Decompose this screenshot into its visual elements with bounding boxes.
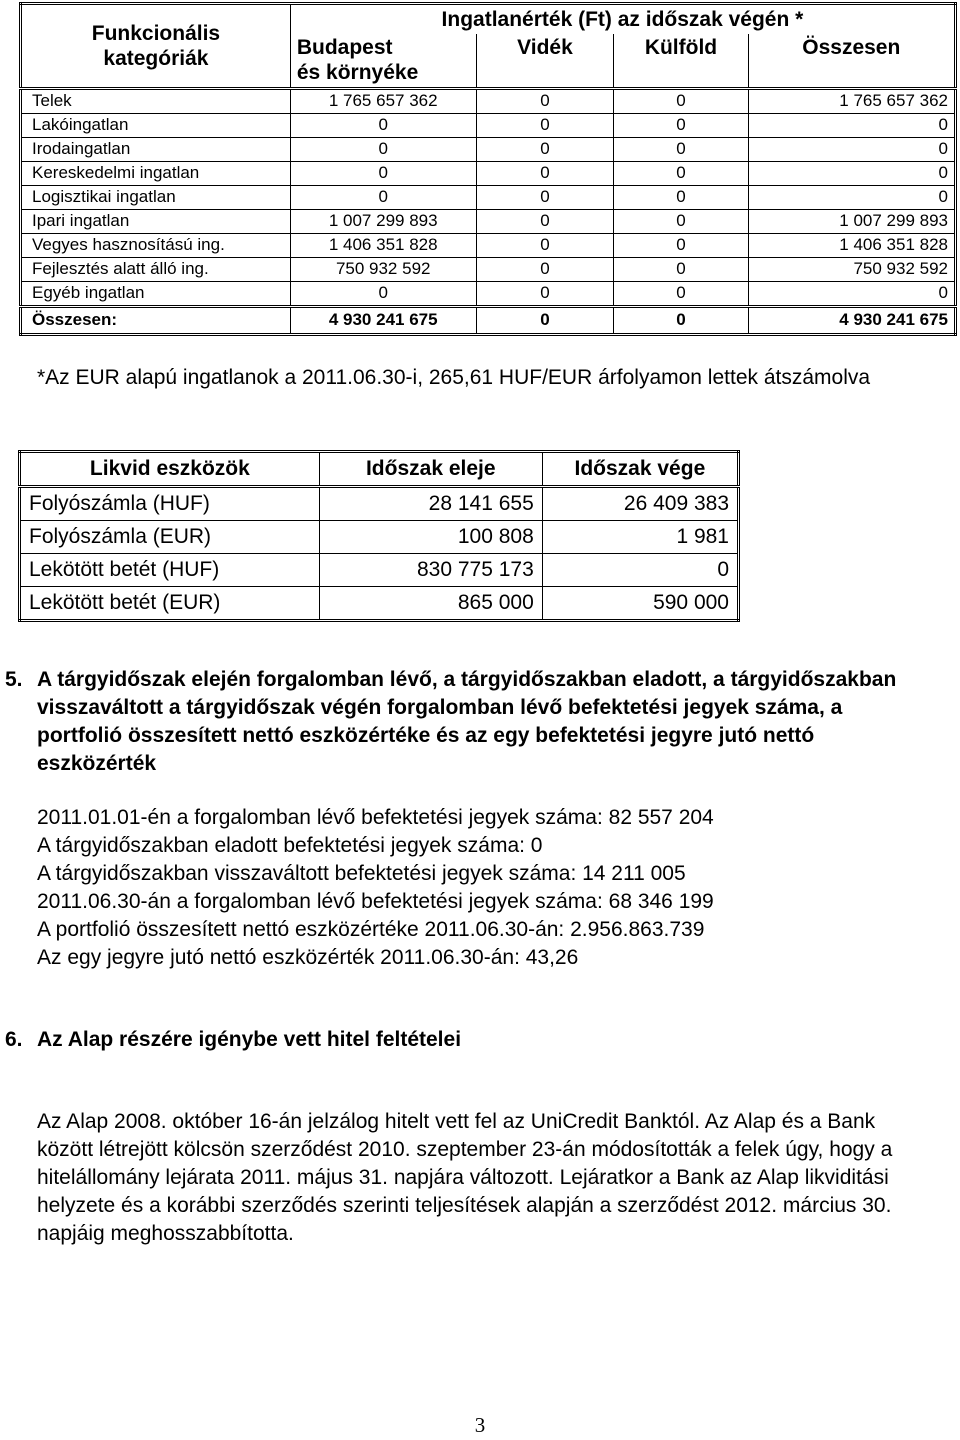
table-row	[21, 138, 956, 162]
row-label: Logisztikai ingatlan	[21, 186, 291, 210]
table-row	[20, 587, 739, 621]
value-cell: 100 808	[319, 521, 542, 554]
table-row	[21, 210, 956, 234]
value-cell: 4 930 241 675	[748, 307, 955, 335]
row-label: Ipari ingatlan	[21, 210, 291, 234]
section-5-line: A tárgyidőszakban visszaváltott befektetési jegyek száma: 14 211 005	[37, 862, 686, 885]
section-6-number: 6.	[5, 1028, 23, 1051]
section-6-title: Az Alap részére igénybe vett hitel feltételei	[37, 1028, 462, 1051]
value-cell: 865 000	[319, 587, 542, 621]
category-header-line2: kategóriák	[103, 46, 209, 70]
budapest-header	[290, 34, 476, 89]
row-label: Lakóingatlan	[21, 114, 291, 138]
section-5-line: Az egy jegyre jutó nettó eszközérték 2011.06.30-án: 43,26	[37, 946, 579, 969]
table-row	[21, 89, 956, 114]
row-label: Lekötött betét (EUR)	[20, 587, 320, 621]
value-group-header: Ingatlanérték (Ft) az időszak végén *	[290, 4, 955, 35]
value-cell: 0	[476, 162, 614, 186]
videk-header: Vidék	[476, 34, 614, 89]
real-estate-value-table	[19, 2, 957, 336]
value-cell: 28 141 655	[319, 487, 542, 521]
row-label: Összesen:	[21, 307, 291, 335]
table-row	[20, 521, 739, 554]
value-cell: 0	[748, 186, 955, 210]
table-row	[21, 307, 956, 335]
budapest-header-line2: és környéke	[296, 61, 419, 84]
liquid-assets-table	[18, 450, 740, 622]
row-label: Egyéb ingatlan	[21, 282, 291, 307]
value-cell: 750 932 592	[290, 258, 476, 282]
value-cell: 0	[290, 138, 476, 162]
value-cell: 590 000	[542, 587, 738, 621]
value-cell: 0	[476, 307, 614, 335]
value-cell: 4 930 241 675	[290, 307, 476, 335]
liquid-assets-header: Likvid eszközök	[20, 452, 320, 487]
value-cell: 0	[614, 307, 748, 335]
table-row	[20, 487, 739, 521]
kulfold-header: Külföld	[614, 34, 748, 89]
section-5-line: A tárgyidőszakban eladott befektetési jegyek száma: 0	[37, 834, 543, 857]
row-label: Folyószámla (HUF)	[20, 487, 320, 521]
value-cell: 0	[476, 258, 614, 282]
real-estate-table-body	[21, 89, 956, 335]
table-row	[21, 258, 956, 282]
row-label: Fejlesztés alatt álló ing.	[21, 258, 291, 282]
section-5-body	[37, 804, 917, 972]
row-label: Lekötött betét (HUF)	[20, 554, 320, 587]
value-cell: 0	[614, 258, 748, 282]
value-cell: 0	[290, 162, 476, 186]
row-label: Telek	[21, 89, 291, 114]
category-header-line1: Funkcionális	[91, 21, 221, 45]
value-cell: 0	[290, 114, 476, 138]
row-label: Kereskedelmi ingatlan	[21, 162, 291, 186]
value-cell: 0	[748, 282, 955, 307]
value-cell: 0	[614, 210, 748, 234]
section-5-line: A portfolió összesített nettó eszközértéke 2011.06.30-án: 2.956.863.739	[37, 918, 705, 941]
table-row	[21, 234, 956, 258]
page-number: 3	[474, 1413, 486, 1437]
row-label: Folyószámla (EUR)	[20, 521, 320, 554]
section-5-title: A tárgyidőszak elején forgalomban lévő, a tárgyidőszakban eladott, a tárgyidőszakban visszaváltott a tárgyidőszak végén forgalomban lévő befektetési jegyek száma, a portfolió összesített nettó eszközértéke és az egy befektetési jegyre jutó nettó eszközérték	[37, 668, 897, 775]
row-label: Vegyes hasznosítású ing.	[21, 234, 291, 258]
value-cell: 1 981	[542, 521, 738, 554]
liquid-assets-table-body	[20, 487, 739, 621]
value-cell: 0	[614, 114, 748, 138]
value-cell: 830 775 173	[319, 554, 542, 587]
value-cell: 0	[476, 89, 614, 114]
value-cell: 0	[476, 234, 614, 258]
table-row	[21, 186, 956, 210]
osszesen-header: Összesen	[748, 34, 955, 89]
value-cell: 0	[748, 138, 955, 162]
value-cell: 0	[748, 162, 955, 186]
value-cell: 0	[614, 186, 748, 210]
value-cell: 26 409 383	[542, 487, 738, 521]
value-cell: 0	[476, 138, 614, 162]
value-cell: 0	[290, 186, 476, 210]
value-cell: 1 007 299 893	[748, 210, 955, 234]
period-start-header: Időszak eleje	[319, 452, 542, 487]
value-cell: 0	[476, 186, 614, 210]
table-row	[20, 554, 739, 587]
value-cell: 0	[614, 138, 748, 162]
section-5-number: 5.	[5, 668, 23, 691]
period-end-header: Időszak vége	[542, 452, 738, 487]
value-cell: 0	[542, 554, 738, 587]
value-cell: 1 765 657 362	[748, 89, 955, 114]
table-row	[21, 282, 956, 307]
value-cell: 0	[748, 114, 955, 138]
value-cell: 0	[476, 282, 614, 307]
value-cell: 750 932 592	[748, 258, 955, 282]
value-cell: 0	[476, 210, 614, 234]
section-6-body: Az Alap 2008. október 16-án jelzálog hitelt vett fel az UniCredit Banktól. Az Alap és a Bank között létrejött kölcsön szerződést 2010. szeptember 23-án módosították a felek úgy, hogy a hitelállomány lejárata 2011. május 31. napjára változott. Lejáratkor a Bank az Alap likviditási helyzete és a korábbi szerződés szerinti teljesítések alapján a szerződést 2012. március 30. napjáig meghosszabbította.	[37, 1110, 893, 1245]
budapest-header-line1: Budapest	[296, 36, 393, 59]
value-cell: 0	[614, 162, 748, 186]
exchange-rate-note: *Az EUR alapú ingatlanok a 2011.06.30-i, 265,61 HUF/EUR árfolyamon lettek átszámolva	[37, 366, 871, 389]
table-row	[21, 162, 956, 186]
section-5-line: 2011.06.30-án a forgalomban lévő befektetési jegyek száma: 68 346 199	[37, 890, 714, 913]
value-cell: 0	[614, 234, 748, 258]
value-cell: 0	[614, 89, 748, 114]
section-5-line: 2011.01.01-én a forgalomban lévő befektetési jegyek száma: 82 557 204	[37, 806, 714, 829]
value-cell: 0	[614, 282, 748, 307]
value-cell: 1 765 657 362	[290, 89, 476, 114]
value-cell: 1 406 351 828	[290, 234, 476, 258]
table-row	[21, 114, 956, 138]
functional-category-header	[21, 4, 291, 89]
value-cell: 0	[476, 114, 614, 138]
value-cell: 1 007 299 893	[290, 210, 476, 234]
row-label: Irodaingatlan	[21, 138, 291, 162]
value-cell: 1 406 351 828	[748, 234, 955, 258]
value-cell: 0	[290, 282, 476, 307]
